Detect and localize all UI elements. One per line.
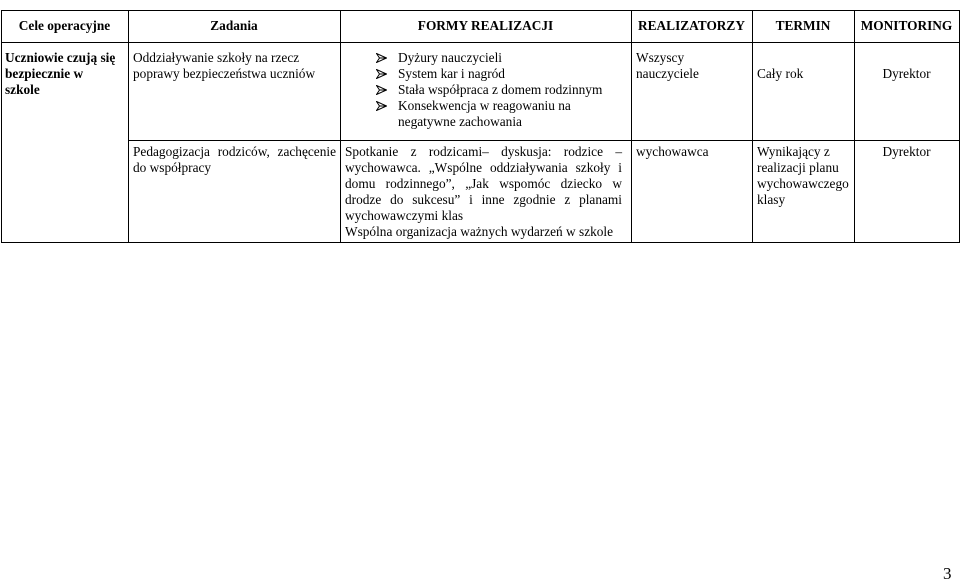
form-item-text: Dyżury nauczycieli [398, 50, 502, 65]
executors-cell: Wszyscy nauczyciele [636, 50, 699, 81]
form-item-text: Stała współpraca z domem rodzinnym [398, 82, 603, 97]
table-border-top [1, 10, 960, 11]
column-divider [128, 10, 129, 243]
form-item [345, 50, 625, 66]
term-cell: Wynikający z realizacji planu wychowawczego klasy [757, 144, 849, 207]
column-header-forms: FORMY REALIZACJI [417, 18, 554, 33]
form-paragraph: Spotkanie z rodzicami– dyskusja: rodzice – wychowawca. „Wspólne oddziaływania szkoły i domu rodzinnego”, „Jak wspomóc dziecko w drodze do sukcesu” i inne zgodnie z planami wychowawczymi klas [345, 144, 622, 223]
goal-cell: Uczniowie czują się bezpiecznie w szkole [5, 50, 116, 97]
form-item-text: Konsekwencja w reagowaniu na negatywne zachowania [398, 98, 571, 129]
task-cell: Oddziaływanie szkoły na rzecz poprawy bezpieczeństwa uczniów [133, 50, 316, 81]
arrowhead-bullet-icon [376, 53, 387, 63]
row-separator [128, 140, 960, 141]
term-cell: Cały rok [757, 66, 804, 81]
column-divider [854, 10, 855, 243]
monitoring-cell: Dyrektor [882, 66, 931, 81]
column-header-executors: REALIZATORZY [638, 18, 745, 33]
form-item [345, 66, 625, 82]
table-border-left [1, 10, 2, 243]
header-border-bottom [1, 42, 960, 43]
column-divider [752, 10, 753, 243]
form-item [345, 82, 625, 98]
monitoring-cell: Dyrektor [882, 144, 931, 159]
column-header-tasks: Zadania [210, 18, 258, 33]
arrowhead-bullet-icon [376, 85, 387, 95]
page-number: 3 [943, 564, 952, 582]
table-border-bottom [1, 242, 960, 243]
forms-text [345, 144, 622, 240]
column-divider [631, 10, 632, 243]
arrowhead-bullet-icon [376, 101, 387, 111]
form-item-text: System kar i nagród [398, 66, 505, 81]
column-divider [340, 10, 341, 243]
column-header-term: TERMIN [775, 18, 831, 33]
form-paragraph: Wspólna organizacja ważnych wydarzeń w szkole [345, 224, 614, 239]
task-cell: Pedagogizacja rodziców, zachęcenie do współpracy [133, 144, 336, 175]
column-header-goals: Cele operacyjne [18, 18, 111, 33]
forms-list [345, 50, 625, 130]
column-header-monitoring: MONITORING [860, 18, 953, 33]
arrowhead-bullet-icon [376, 69, 387, 79]
form-item [345, 98, 625, 130]
executors-cell: wychowawca [636, 144, 709, 159]
